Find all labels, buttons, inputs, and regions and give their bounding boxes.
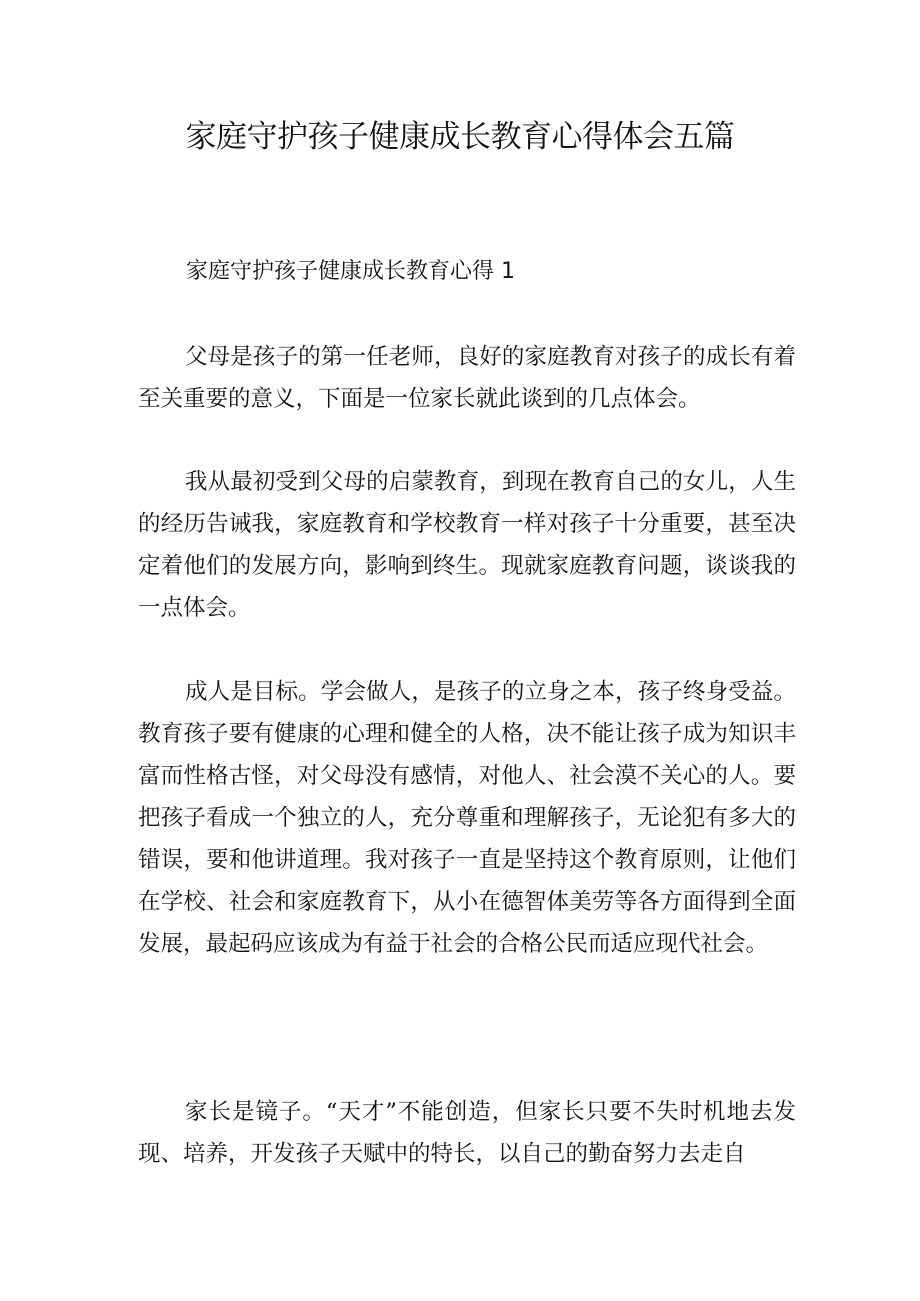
paragraph: 父母是孩子的第一任老师，良好的家庭教育对孩子的成长有着至关重要的意义，下面是一位家长就此谈到的几点体会。 <box>138 344 796 412</box>
paragraph: 家长是镜子。“天才”不能创造，但家长只要不失时机地去发现、培养，开发孩子天赋中的特长，以自己的勤奋努力去走自 <box>138 1099 796 1167</box>
paragraph: 我从最初受到父母的启蒙教育，到现在教育自己的女儿，人生的经历告诫我，家庭教育和学校教育一样对孩子十分重要，甚至决定着他们的发展方向，影响到终生。现就家庭教育问题，谈谈我的一点体会。 <box>138 469 796 621</box>
paragraph: 成人是目标。学会做人，是孩子的立身之本，孩子终身受益。教育孩子要有健康的心理和健全的人格，决不能让孩子成为知识丰富而性格古怪，对父母没有感情，对他人、社会漠不关心的人。要把孩子看成一个独立的人，充分尊重和理解孩子，无论犯有多大的错误，要和他讲道理。我对孩子一直是坚持这个教育原则，让他们在学校、社会和家庭教育下，从小在德智体美劳等各方面得到全面发展，最起码应该成为有益于社会的合格公民而适应现代社会。 <box>138 679 796 957</box>
section-heading: 家庭守护孩子健康成长教育心得 1 <box>186 259 515 284</box>
document-title: 家庭守护孩子健康成长教育心得体会五篇 <box>185 119 735 155</box>
